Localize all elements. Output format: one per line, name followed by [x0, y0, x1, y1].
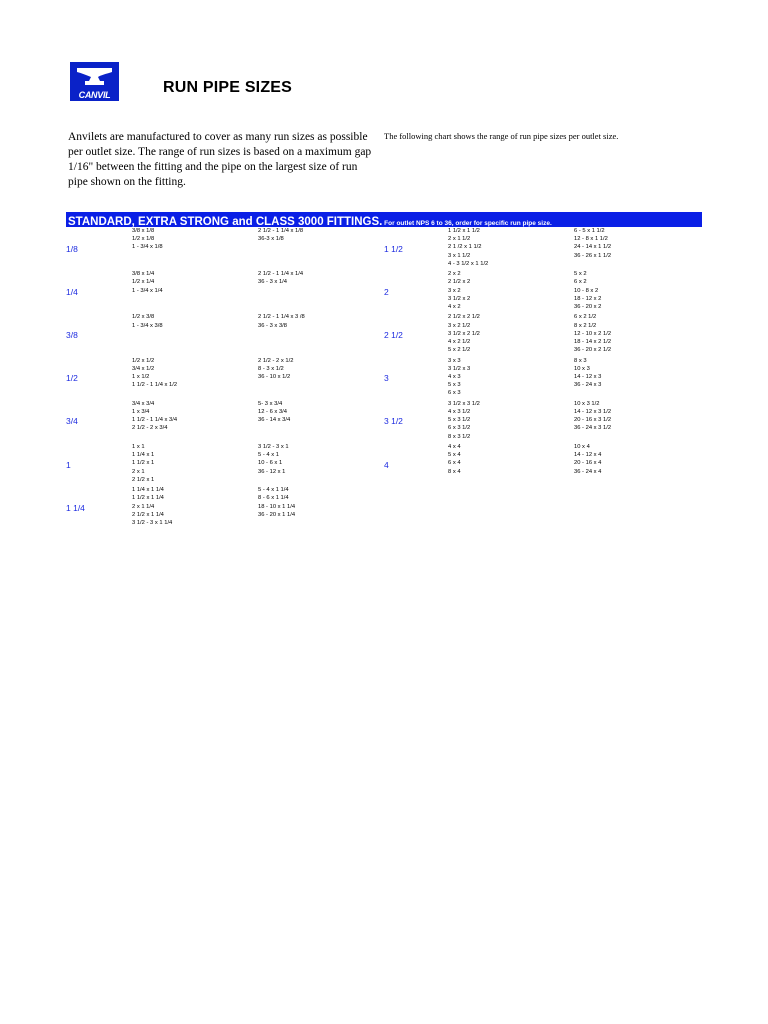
run-size-item: 18 - 10 x 1 1/4 [258, 503, 296, 510]
run-size-list [574, 270, 601, 311]
run-size-item: 24 - 14 x 1 1/2 [574, 244, 612, 251]
run-size-list [132, 270, 163, 295]
run-size-item: 1 - 3/4 x 3/8 [132, 322, 163, 329]
run-size-item: 6 - 5 x 1 1/2 [574, 228, 605, 234]
run-size-item: 2 1/2 x 1 1/4 [132, 511, 164, 518]
run-size-item: 3 x 1 1/2 [448, 252, 471, 259]
run-size-list [448, 313, 480, 354]
run-size-list [448, 270, 470, 311]
run-size-item: 1/2 x 1/8 [132, 236, 155, 243]
run-size-item: 1 1/4 x 1 [132, 452, 155, 459]
run-size-item: 36 - 20 x 2 1/2 [574, 347, 612, 354]
outlet-size-label: 1/2 [66, 373, 78, 384]
outlet-size-label: 3 [384, 373, 389, 384]
run-size-item: 3 1/2 x 3 [448, 365, 471, 372]
run-size-item: 5 - 4 x 1 [258, 452, 279, 459]
run-size-item: 3/4 x 1/2 [132, 365, 155, 372]
run-size-item: 10 x 3 [574, 365, 590, 372]
outlet-size-label: 1/8 [66, 243, 78, 254]
run-size-list [448, 443, 461, 476]
fittings-banner [66, 212, 702, 227]
run-size-item: 5 x 3 1/2 [448, 417, 471, 424]
run-size-item: 36 - 3 x 3/8 [258, 322, 288, 329]
run-size-item: 4 x 4 [448, 444, 461, 450]
run-size-list [132, 357, 177, 390]
run-size-item: 1 1/2 x 1 1/4 [132, 495, 164, 502]
run-size-list [448, 357, 470, 398]
run-size-item: 36 - 12 x 1 [258, 468, 286, 475]
run-size-item: 6 x 3 1/2 [448, 425, 471, 432]
run-size-item: 2 1 /2 x 1 1/2 [448, 244, 482, 251]
run-size-item: 2 1/2 x 1 [132, 476, 155, 483]
run-size-item: 4 x 2 [448, 304, 461, 310]
run-size-item: 1 1/2 - 1 1/4 x 3/4 [132, 417, 178, 424]
run-size-item: 3 1/2 - 3 x 1 1/4 [132, 520, 173, 526]
outlet-size-label: 2 1/2 [384, 329, 403, 340]
run-size-item: 2 1/2 - 2 x 1/2 [258, 357, 294, 364]
run-size-item: 1 1/2 x 1 1/2 [448, 228, 480, 234]
run-size-item: 20 - 16 x 3 1/2 [574, 417, 612, 424]
run-size-list [448, 227, 488, 268]
outlet-size-label: 4 [384, 459, 389, 470]
run-size-list [132, 227, 163, 252]
run-size-item: 8 x 3 1/2 [448, 433, 471, 440]
run-size-item: 3/4 x 3/4 [132, 400, 155, 407]
run-size-item: 4 - 3 1/2 x 1 1/2 [448, 260, 489, 267]
run-size-item: 3 1/2 - 3 x 1 [258, 444, 289, 450]
run-size-item: 3 x 2 1/2 [448, 322, 471, 329]
run-size-item: 5 x 4 [448, 452, 461, 459]
run-size-item: 36 - 26 x 1 1/2 [574, 252, 612, 259]
run-size-item: 5 x 2 1/2 [448, 347, 471, 354]
run-size-item: 8 x 3 [574, 357, 587, 364]
run-size-list [574, 227, 611, 260]
run-size-item: 1 x 1/2 [132, 374, 150, 380]
run-size-item: 3 x 2 [448, 287, 461, 294]
run-size-item: 12 - 6 x 3/4 [258, 409, 288, 415]
run-size-item: 2 1/2 x 2 [448, 279, 471, 286]
outlet-size-label: 1/4 [66, 286, 78, 297]
run-size-item: 6 x 2 [574, 279, 587, 286]
run-size-list [258, 227, 303, 243]
run-size-list [132, 400, 177, 433]
run-size-item: 14 - 12 x 3 [574, 374, 602, 380]
outlet-size-label: 1 1/4 [66, 502, 85, 513]
run-size-item: 1/2 x 1/2 [132, 357, 155, 364]
run-size-item: 14 - 12 x 4 [574, 452, 602, 459]
outlet-size-label: 1 1/2 [384, 243, 403, 254]
run-size-item: 5- 3 x 3/4 [258, 400, 283, 407]
outlet-size-label: 1 [66, 459, 71, 470]
run-size-item: 3/8 x 1/8 [132, 228, 155, 234]
outlet-size-label: 3/4 [66, 416, 78, 427]
run-size-item: 2 x 1 1/2 [448, 236, 471, 243]
run-size-item: 10 x 4 [574, 444, 590, 450]
run-size-item: 3 1/2 x 2 [448, 295, 471, 302]
page-title: RUN PIPE SIZES [163, 79, 293, 96]
run-size-list [258, 313, 305, 329]
run-size-list [574, 357, 601, 390]
run-size-item: 5 - 4 x 1 1/4 [258, 487, 289, 494]
run-size-item: 3 x 3 [448, 357, 461, 364]
run-size-item: 36 - 3 x 1/4 [258, 279, 288, 286]
run-size-item: 6 x 3 [448, 390, 461, 397]
run-size-item: 3 1/2 x 2 1/2 [448, 330, 480, 337]
run-size-item: 20 - 16 x 4 [574, 460, 602, 467]
run-size-item: 2 x 1 [132, 468, 145, 475]
run-size-list [258, 486, 295, 519]
run-size-item: 2 1/2 - 1 1/4 x 1/4 [258, 271, 304, 278]
run-size-item: 18 - 14 x 2 1/2 [574, 339, 612, 345]
intro-paragraph: Anvilets are manufactured to cover as many run sizes as possible per outlet size. The range of run sizes is based on a maximum gap 1/16" between the fitting and the pipe on the largest size of run pipe shown on the fitting. [68, 131, 372, 188]
canvil-logo [70, 62, 119, 101]
run-size-list [258, 270, 303, 286]
run-size-item: 1 x 3/4 [132, 409, 150, 415]
run-size-item: 2 1/2 x 2 1/2 [448, 314, 480, 321]
run-size-item: 3/8 x 1/4 [132, 271, 155, 278]
run-size-item: 4 x 3 1/2 [448, 409, 471, 415]
run-size-item: 4 x 3 [448, 374, 461, 380]
run-size-item: 6 x 2 1/2 [574, 314, 597, 321]
run-size-item: 3 1/2 x 3 1/2 [448, 400, 480, 407]
run-size-item: 1/2 x 3/8 [132, 314, 155, 321]
run-size-list [258, 443, 289, 476]
run-size-list [132, 486, 172, 527]
run-size-item: 1 x 1 [132, 444, 145, 450]
run-size-item: 1 1/4 x 1 1/4 [132, 487, 164, 494]
run-size-item: 36 - 24 x 3 [574, 382, 602, 389]
run-size-item: 1 - 3/4 x 1/8 [132, 244, 163, 251]
run-size-item: 12 - 10 x 2 1/2 [574, 330, 612, 337]
run-size-item: 36 - 24 x 4 [574, 468, 602, 475]
logo-text: CANVIL [78, 90, 111, 100]
run-size-item: 2 1/2 - 1 1/4 x 3 /8 [258, 314, 305, 321]
run-size-list [574, 400, 611, 433]
run-size-item: 4 x 2 1/2 [448, 339, 471, 345]
run-size-item: 36 - 24 x 3 1/2 [574, 425, 612, 432]
run-size-list [132, 313, 163, 329]
run-size-list [448, 400, 480, 441]
run-size-item: 14 - 12 x 3 1/2 [574, 409, 612, 415]
run-size-item: 2 x 1 1/4 [132, 503, 155, 510]
run-size-item: 1 1/2 x 1 [132, 460, 155, 467]
outlet-size-label: 2 [384, 286, 389, 297]
run-size-item: 6 x 4 [448, 460, 461, 467]
run-size-item: 2 x 2 [448, 271, 461, 278]
run-size-item: 36 - 14 x 3/4 [258, 417, 291, 424]
run-size-item: 8 - 3 x 1/2 [258, 365, 284, 372]
banner-title: STANDARD, EXTRA STRONG and CLASS 3000 FITTINGS. [68, 216, 383, 227]
run-size-item: 1 1/2 - 1 1/4 x 1/2 [132, 382, 178, 389]
outlet-size-label: 3 1/2 [384, 416, 403, 427]
run-size-item: 5 x 2 [574, 271, 587, 278]
run-size-item: 8 x 2 1/2 [574, 322, 597, 329]
run-size-list [574, 443, 601, 476]
run-size-item: 1/2 x 1/4 [132, 279, 155, 286]
run-size-item: 10 - 8 x 2 [574, 287, 599, 294]
banner-subtitle: For outlet NPS 6 to 36, order for specific run pipe size. [382, 220, 552, 227]
run-size-item: 5 x 3 [448, 382, 461, 389]
run-size-item: 18 - 12 x 2 [574, 295, 602, 302]
run-size-item: 2 1/2 - 1 1/4 x 1/8 [258, 228, 304, 234]
run-size-item: 8 x 4 [448, 468, 461, 475]
run-size-list [258, 400, 290, 425]
run-size-item: 2 1/2 - 2 x 3/4 [132, 425, 168, 432]
run-size-list [258, 357, 293, 382]
run-size-item: 36 - 20 x 1 1/4 [258, 511, 296, 518]
run-size-item: 36 - 20 x 2 [574, 304, 602, 310]
run-size-item: 36 - 10 x 1/2 [258, 374, 291, 380]
run-size-item: 12 - 8 x 1 1/2 [574, 236, 608, 243]
chart-note: The following chart shows the range of run pipe sizes per outlet size. [384, 131, 619, 141]
run-size-item: 36-3 x 1/8 [258, 236, 284, 243]
run-size-item: 10 - 6 x 1 [258, 460, 283, 467]
run-size-item: 8 - 6 x 1 1/4 [258, 495, 289, 502]
run-size-item: 1 - 3/4 x 1/4 [132, 287, 163, 294]
run-size-item: 10 x 3 1/2 [574, 400, 600, 407]
run-size-list [574, 313, 611, 354]
run-size-list [132, 443, 154, 484]
outlet-size-label: 3/8 [66, 329, 78, 340]
